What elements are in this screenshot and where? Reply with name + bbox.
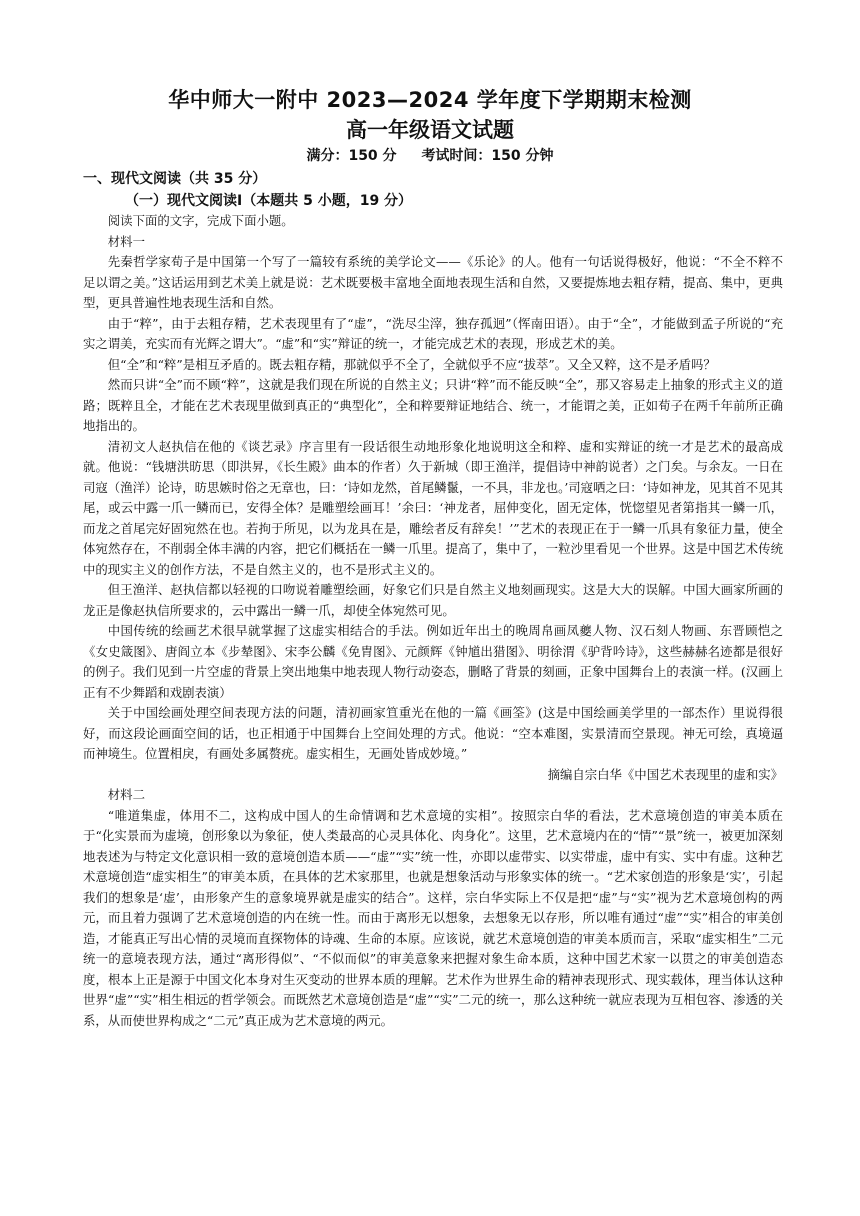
reading-body [83,211,783,1031]
material1-paragraph: 由于“粹”，由于去粗存精，艺术表现里有了“虚”，“洗尽尘滓，独存孤迥”（恽南田语）。由于“全”，才能做到孟子所说的“充实之谓美，充实而有光辉之谓大”。“虚”和“实”辩证的统一，才能完成艺术的表现，形成艺术的美。 [83,315,783,351]
material1-paragraph: 清初文人赵执信在他的《谈艺录》序言里有一段话很生动地形象化地说明这全和粹、虚和实辩证的统一才是艺术的最高成就。他说：“钱塘洪昉思（即洪昇，《长生殿》曲本的作者）久于新城（即王渔洋，提倡诗中神韵说者）之门矣。与余友。一日在司寇（渔洋）论诗，昉思嫉时俗之无章也，曰：‘诗如龙然，首尾鳞鬣，一不具，非龙也。’司寇哂之曰：‘诗如神龙，见其首不见其尾，或云中露一爪一鳞而已，安得全体？是雕塑绘画耳！’余曰：‘神龙者，屈伸变化，固无定体，恍惚望见者第指其一鳞一爪，而龙之首尾完好固宛然在也。若拘于所见，以为龙具在是，雕绘者反有辞矣！’”艺术的表现正在于一鳞一爪具有象征力量，使全体宛然存在，不削弱全体丰满的内容，把它们概括在一鳞一爪里。提高了，集中了，一粒沙里看见一个世界。这是中国艺术传统中的现实主义的创作方法，不是自然主义的，也不是形式主义的。 [83,438,783,577]
material1-paragraph: 中国传统的绘画艺术很早就掌握了这虚实相结合的手法。例如近年出土的晚周帛画凤夔人物、汉石刻人物画、东晋顾恺之《女史箴图》、唐阎立本《步辇图》、宋李公麟《免胄图》、元颜辉《钟馗出猎图》、明徐渭《驴背吟诗》，这些赫赫名迹都是很好的例子。我们见到一片空虚的背景上突出地集中地表现人物行动姿态，删略了背景的刻画，正象中国舞台上的表演一样。(汉画上正有不少舞蹈和戏剧表演） [83,623,783,700]
material2-paragraph: “唯道集虚，体用不二，这构成中国人的生命情调和艺术意境的实相”。按照宗白华的看法，艺术意境创造的审美本质在于“化实景而为虚境，创形象以为象征，使人类最高的心灵具体化、肉身化”。这里，艺术意境内在的“情”“景”统一，被更加深刻地表述为与特定文化意识相一致的意境创造本质——“虚”“实”统一性，亦即以虚带实、以实带虚，虚中有实、实中有虚。这种艺术意境创造“虚实相生”的审美本质，在具体的艺术家那里，也就是想象活动与形象实体的统一。“艺术家创造的形象是‘实’，引起我们的想象是‘虚’，由形象产生的意象境界就是虚实的结合”。这样，宗白华实际上不仅是把“虚”与“实”视为艺术意境创构的两元，而且着力强调了艺术意境创造的内在统一性。而由于离形无以想象，去想象无以存形，所以唯有通过“虚”“实”相合的审美创造，才能真正写出心情的灵境而直探物体的诗魂、生命的本原。应该说，就艺术意境创造的审美本质而言，采取“虚实相生”二元统一的意境表现方法，通过“离形得似”、“不似而似”的审美意象来把握对象生命本质，这种中国艺术家一以贯之的审美创造态度，根本上正是源于中国文化本身对生灭变动的世界本质的理解。艺术作为世界生命的精神表现形式、现实载体，理当体认这种世界“虚”“实”相生相远的哲学领会。而既然艺术意境创造是“虚”“实”二元的统一，那么这种统一就应表现为互相包容、渗透的关系，从而使世界构成之“二元”真正成为艺术意境的两元。 [83,807,783,1028]
material2-label: 材料二 [107,787,145,802]
subsection-heading: （一）现代文阅读Ⅰ（本题共 5 小题，19 分） [125,193,413,209]
material1-paragraph: 然而只讲“全”而不顾“粹”，这就是我们现在所说的自然主义；只讲“粹”而不能反映“全”，那又容易走上抽象的形式主义的道路；既粹且全，才能在艺术表现里做到真正的“典型化”，全和粹要辩证地结合、统一，才能谓之美，正如荀子在两千年前所正确地指出的。 [83,377,783,433]
time-text: 考试时间：150 分钟 [421,148,554,164]
instruction-text: 阅读下面的文字，完成下面小题。 [107,213,294,228]
material1-paragraph: 但王渔洋、赵执信都以轻视的口吻说着雕塑绘画，好象它们只是自然主义地刻画现实。这是大大的误解。中国大画家所画的龙正是像赵执信所要求的，云中露出一鳞一爪，却使全体宛然可见。 [83,582,783,618]
exam-subtitle: 高一年级语文试题 [346,118,514,142]
material1-paragraph: 但“全”和“粹”是相互矛盾的。既去粗存精，那就似乎不全了，全就似乎不应“拔萃”。又全又粹，这不是矛盾吗？ [107,356,716,372]
section-heading: 一、现代文阅读（共 35 分） [83,171,267,187]
material1-paragraph: 关于中国绘画处理空间表现方法的问题，清初画家笪重光在他的一篇《画筌》(这是中国绘画美学里的一部杰作）里说得很好，而这段论画面空间的话，也正相通于中国舞台上空间处理的方式。他说：“空本难图，实景清而空景现。神无可绘，真境逼而神境生。位置相戾，有画处多属赘疣。虚实相生，无画处皆成妙境。” [83,705,783,761]
material1-source: 摘编自宗白华《中国艺术表现里的虚和实》 [547,766,783,782]
material1-label: 材料一 [107,233,145,249]
exam-meta [0,145,860,165]
exam-title: 华中师大一附中 2023—2024 学年度下学期期末检测 [168,88,692,112]
score-text: 满分：150 分 [306,148,397,164]
material1-paragraph: 先秦哲学家荀子是中国第一个写了一篇较有系统的美学论文——《乐论》的人。他有一句话说得极好，他说：“不全不粹不足以谓之美。”这话运用到艺术美上就是说：艺术既要极丰富地全面地表现生活和自然，又要提炼地去粗存精，提高、集中，更典型，更具普遍性地表现生活和自然。 [83,254,783,310]
